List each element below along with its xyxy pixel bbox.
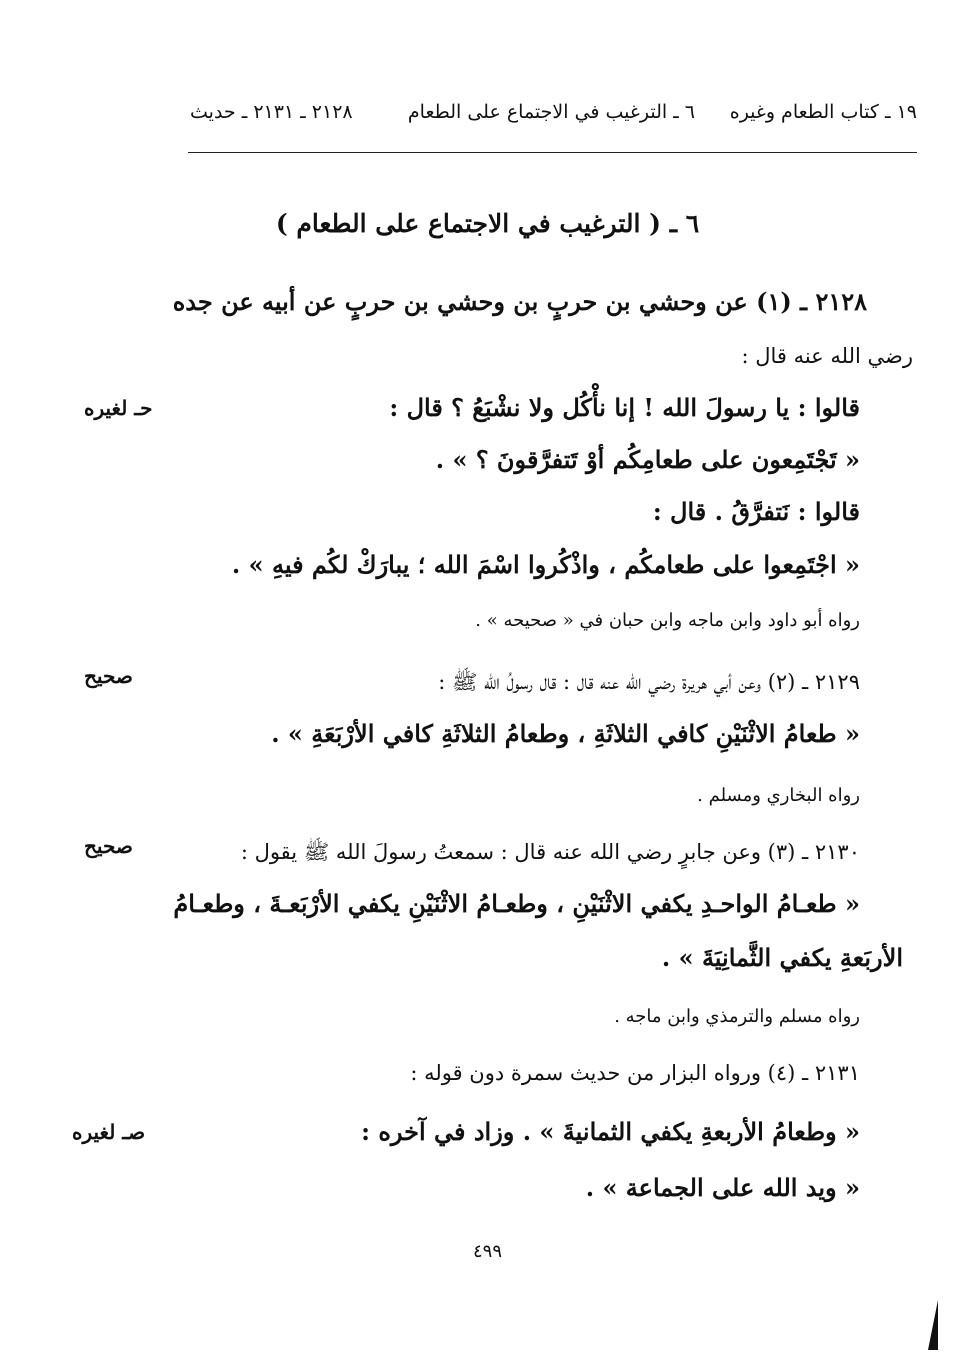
hadith-2131-text-line1: « وطعامُ الأربعةِ يكفي الثمانيةَ » . وزاد في آخره : [361,1117,860,1146]
hadith-2130-text-line1: « طعـامُ الواحـدِ يكفي الاثْنَيْنِ ، وطعـامُ الاثْنَيْنِ يكفي الأرْبَعـةَ ، وطعـامُ [173,889,860,918]
hadith-2129-text-line1: « طعامُ الاثْنَيْنِ كافي الثلاثَةِ ، وطعامُ الثلاثَةِ كافي الأرْبَعَةِ » . [271,719,860,748]
hadith-2128-intro-continued: رضي الله عنه قال : [741,344,913,368]
hadith-2131-grade: صـ لغيره [72,1120,146,1144]
running-header-chapter: ٦ ـ الترغيب في الاجتماع على الطعام [407,101,695,123]
hadith-2130-text-line2: الأربَعةِ يكفي الثَّمانِيَةَ » . [661,943,903,972]
hadith-2128-intro: ٢١٢٨ ـ (١) عن وحشي بن حربٍ بن وحشي بن حربٍ عن أبيه عن جده [172,287,867,316]
hadith-2129-grade: صحيح [84,664,133,688]
hadith-2128-text-line4: « اجْتَمِعوا على طعامكُم ، واذْكُروا اسْمَ الله ؛ يبارَكْ لكُم فيهِ » . [231,550,860,579]
hadith-2129-source: رواه البخاري ومسلم . [697,785,860,806]
hadith-2130-source: رواه مسلم والترمذي وابن ماجه . [614,1006,860,1027]
hadith-2131-intro: ٢١٣١ ـ (٤) ورواه البزار من حديث سمرة دون قوله : [410,1061,860,1085]
running-header-book: ١٩ ـ كتاب الطعام وغيره [729,101,917,123]
section-title: ٦ ـ ( الترغيب في الاجتماع على الطعام ) [275,209,700,238]
hadith-2128-text-line2: « تَجْتَمِعون على طعامِكُم أوْ تَتفرَّقونَ ؟ » . [435,445,860,474]
header-rule [188,152,917,153]
page-number: ٤٩٩ [472,1241,502,1262]
hadith-2128-source: رواه أبو داود وابن ماجه وابن حبان في « صحيحه » . [475,610,860,631]
scan-edge-mark [928,1300,938,1350]
hadith-2128-text-line1: قالوا : يا رسولَ الله ! إنا نأْكُل ولا نشْبَعُ ؟ قال : [389,393,860,422]
hadith-2128-grade: حـ لغيره [84,396,153,420]
hadith-2131-text-line2: « ويد الله على الجماعة » . [585,1173,860,1202]
running-header-range: ٢١٢٨ ـ ٢١٣١ ـ حديث [190,101,353,123]
hadith-2129-intro: ٢١٢٩ ـ (٢) وعن أبي هريرة رضي الله عنه قال : قال رسولُ الله ﷺ : [438,670,860,694]
hadith-2130-grade: صحيح [84,834,133,858]
hadith-2130-intro: ٢١٣٠ ـ (٣) وعن جابرٍ رضي الله عنه قال : سمعتُ رسولَ الله ﷺ يقول : [240,840,860,864]
hadith-2128-text-line3: قالوا : نَتفرَّقُ . قال : [652,497,860,526]
